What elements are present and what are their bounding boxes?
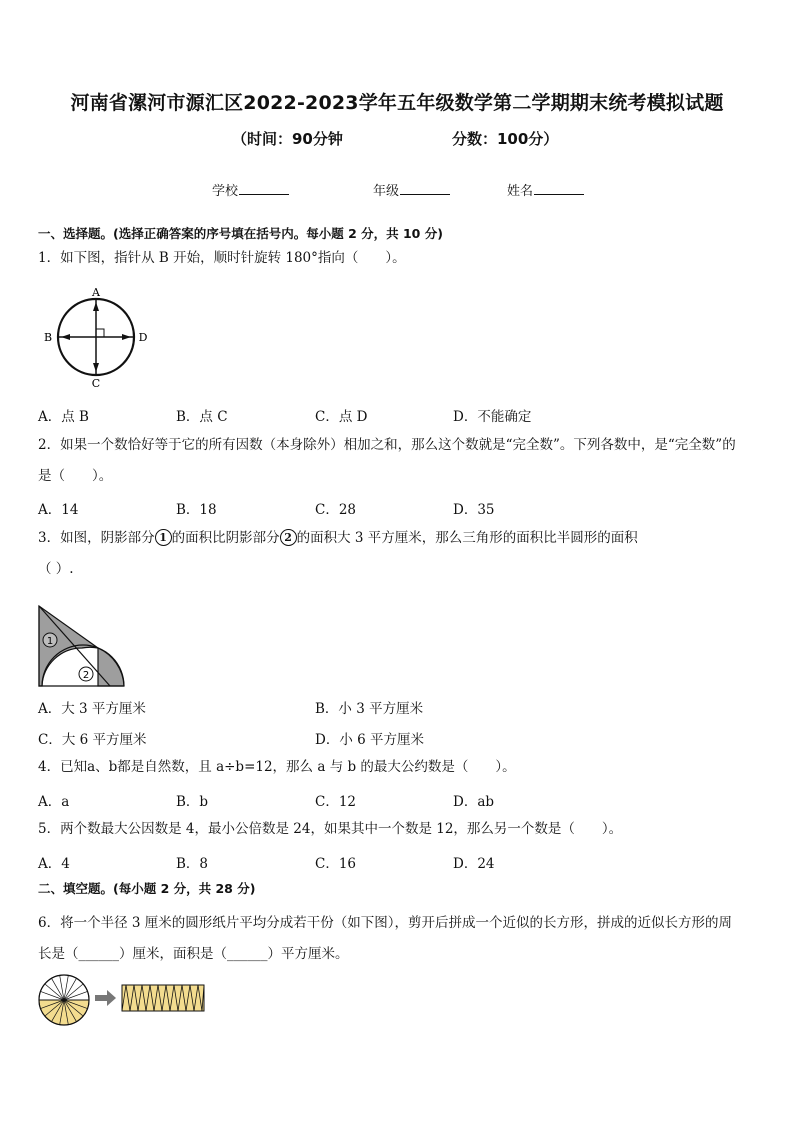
section2-title: 二、填空题。(每小题 2 分，共 28 分)	[38, 881, 256, 896]
page-title: 河南省漯河市源汇区2022-2023学年五年级数学第二学期期末统考模拟试题	[70, 92, 724, 114]
arrow-icon	[95, 990, 116, 1006]
label-b: B	[43, 331, 53, 344]
q3-circled-2: 2	[280, 529, 297, 546]
q1-option-c[interactable]: C．点 D	[315, 409, 368, 425]
school-field	[212, 180, 289, 199]
q3-text-part1: 3．如图，阴影部分	[38, 530, 155, 546]
q2-option-b[interactable]: B．18	[176, 502, 217, 518]
q5-option-b[interactable]: B．8	[176, 856, 209, 872]
q3-line1	[38, 523, 638, 554]
exam-time: （时间：90分钟	[232, 130, 343, 148]
q3-text-part3: 的面积大 3 平方厘米，那么三角形的面积比半圆形的面积	[296, 530, 638, 546]
grade-label: 年级	[373, 184, 400, 199]
q3-circled-1: 1	[155, 529, 172, 546]
q3-option-a[interactable]: A．大 3 平方厘米	[38, 701, 146, 717]
q4-option-b[interactable]: B．b	[176, 794, 209, 810]
q5-option-c[interactable]: C．16	[315, 856, 357, 872]
q4-option-a[interactable]: A．a	[38, 794, 70, 810]
q2-line1: 2．如果一个数恰好等于它的所有因数（本身除外）相加之和，那么这个数就是“完全数”。下列各数中，是“完全数”的	[38, 437, 736, 453]
circle-bottom-half	[39, 1000, 89, 1025]
q3-line2: （ ）.	[38, 561, 74, 577]
grade-field	[373, 180, 450, 199]
q2-option-a[interactable]: A．14	[38, 502, 79, 518]
q4-option-c[interactable]: C．12	[315, 794, 357, 810]
exam-score: 分数：100分）	[452, 130, 559, 148]
q6-circle-to-rectangle-figure	[38, 973, 214, 1027]
q5-option-a[interactable]: A．4	[38, 856, 70, 872]
q1-option-d[interactable]: D．不能确定	[453, 409, 532, 425]
q1-option-a[interactable]: A．点 B	[38, 409, 89, 425]
label-d: D	[138, 331, 148, 344]
school-label: 学校	[212, 184, 239, 199]
circle-top-half	[39, 975, 89, 1000]
q4-text: 4．已知a、b都是自然数，且 a÷b=12，那么 a 与 b 的最大公约数是（ ）。	[38, 759, 516, 775]
name-field	[507, 180, 584, 199]
grade-blank	[400, 182, 450, 195]
q3-option-b[interactable]: B．小 3 平方厘米	[315, 701, 424, 717]
label-2: 2	[82, 670, 90, 681]
approx-rectangle	[122, 985, 204, 1011]
q1-text: 1．如下图，指针从 B 开始，顺时针旋转 180°指向（ ）。	[38, 250, 406, 266]
arrowhead-up	[93, 302, 99, 311]
arrowhead-left	[61, 334, 70, 340]
q1-compass-figure	[40, 283, 152, 391]
q5-text: 5．两个数最大公因数是 4，最小公倍数是 24，如果其中一个数是 12，那么另一个数是（ ）。	[38, 821, 623, 837]
school-blank	[239, 182, 289, 195]
q2-option-d[interactable]: D．35	[453, 502, 495, 518]
label-a: A	[92, 286, 100, 299]
q4-option-d[interactable]: D．ab	[453, 794, 495, 810]
name-blank	[534, 182, 584, 195]
q3-option-c[interactable]: C．大 6 平方厘米	[38, 732, 147, 748]
q2-line2: 是（ ）。	[38, 468, 113, 484]
q5-option-d[interactable]: D．24	[453, 856, 495, 872]
q6-line1: 6．将一个半径 3 厘米的圆形纸片平均分成若干份（如下图），剪开后拼成一个近似的长方形，拼成的近似长方形的周	[38, 915, 733, 931]
name-label: 姓名	[507, 184, 534, 199]
sector-circle	[39, 975, 89, 1025]
q6-line2: 长是（______）厘米，面积是（______）平方厘米。	[38, 946, 349, 962]
arrowhead-down	[93, 363, 99, 372]
q2-option-c[interactable]: C．28	[315, 502, 357, 518]
q3-shaded-figure	[36, 604, 130, 688]
section1-title: 一、选择题。(选择正确答案的序号填在括号内。每小题 2 分，共 10 分)	[38, 226, 443, 241]
q3-text-part2: 的面积比阴影部分	[171, 530, 280, 546]
label-1: 1	[46, 636, 54, 647]
right-angle-mark	[96, 329, 104, 337]
q3-option-d[interactable]: D．小 6 平方厘米	[315, 732, 424, 748]
q1-option-b[interactable]: B．点 C	[176, 409, 228, 425]
arrowhead-right	[122, 334, 131, 340]
label-c: C	[91, 377, 101, 390]
